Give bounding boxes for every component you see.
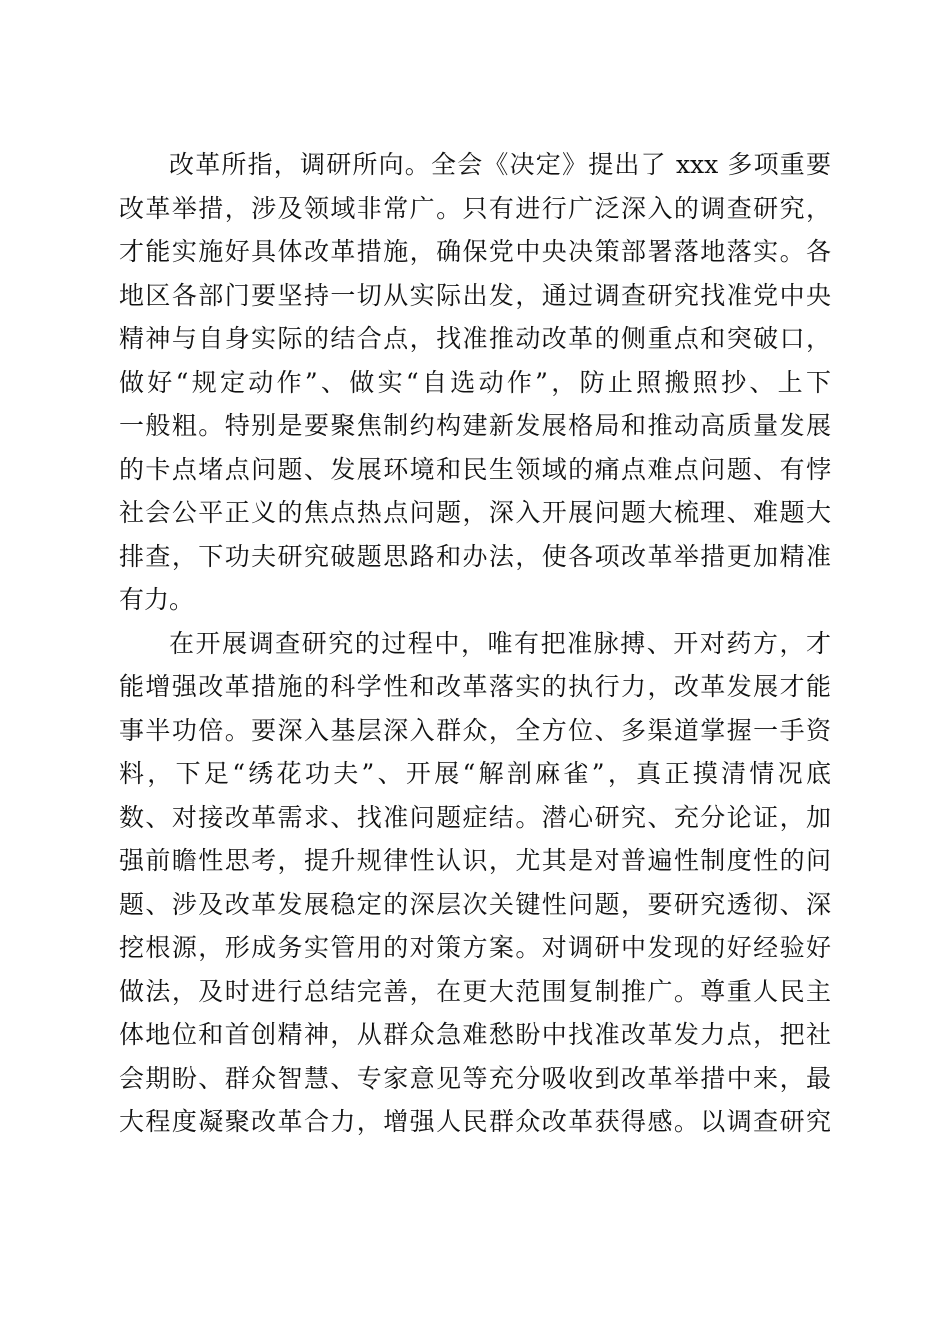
paragraph-line: 才能实施好具体改革措施，确保党中央决策部署落地落实。各	[119, 237, 831, 266]
paragraph-line: 精神与自身实际的结合点，找准推动改革的侧重点和突破口，	[119, 324, 831, 353]
paragraph-line: 有力。	[119, 585, 195, 614]
paragraph-2	[119, 622, 831, 1144]
paragraph-line: 做好“规定动作”、做实“自选动作”，防止照搬照抄、上下	[119, 367, 831, 397]
paragraph-line: 的卡点堵点问题、发展环境和民生领域的痛点难点问题、有悖	[119, 454, 831, 484]
paragraph-line: 排查，下功夫研究破题思路和办法，使各项改革举措更加精准	[119, 541, 831, 571]
paragraph-line: 在开展调查研究的过程中，唯有把准脉搏、开对药方，才	[169, 628, 831, 658]
paragraph-line: 挖根源，形成务实管用的对策方案。对调研中发现的好经验好	[119, 933, 831, 962]
paragraph-line: 强前瞻性思考，提升规律性认识，尤其是对普遍性制度性的问	[119, 846, 831, 875]
paragraph-line: 社会公平正义的焦点热点问题，深入开展问题大梳理、难题大	[119, 498, 831, 527]
paragraph-line: 地区各部门要坚持一切从实际出发，通过调查研究找准党中央	[119, 280, 831, 310]
paragraph-line: 事半功倍。要深入基层深入群众，全方位、多渠道掌握一手资	[119, 715, 831, 745]
paragraph-line: 会期盼、群众智慧、专家意见等充分吸收到改革举措中来，最	[119, 1063, 831, 1093]
paragraph-line: 一般粗。特别是要聚焦制约构建新发展格局和推动高质量发展	[119, 411, 831, 440]
body-text	[119, 143, 831, 1144]
paragraph-1	[119, 143, 831, 622]
paragraph-line: 大程度凝聚改革合力，增强人民群众改革获得感。以调查研究	[119, 1107, 831, 1136]
paragraph-line: 数、对接改革需求、找准问题症结。潜心研究、充分论证，加	[119, 802, 831, 832]
paragraph-line: 做法，及时进行总结完善，在更大范围复制推广。尊重人民主	[119, 976, 831, 1006]
paragraph-line: 改革所指，调研所向。全会《决定》提出了 xxx 多项重要	[169, 150, 831, 179]
paragraph-line: 体地位和首创精神，从群众急难愁盼中找准改革发力点，把社	[119, 1020, 831, 1049]
paragraph-line: 题、涉及改革发展稳定的深层次关键性问题，要研究透彻、深	[119, 889, 831, 919]
paragraph-line: 能增强改革措施的科学性和改革落实的执行力，改革发展才能	[119, 672, 831, 701]
paragraph-line: 料，下足“绣花功夫”、开展“解剖麻雀”，真正摸清情况底	[119, 759, 831, 788]
paragraph-line: 改革举措，涉及领域非常广。只有进行广泛深入的调查研究，	[119, 193, 831, 223]
